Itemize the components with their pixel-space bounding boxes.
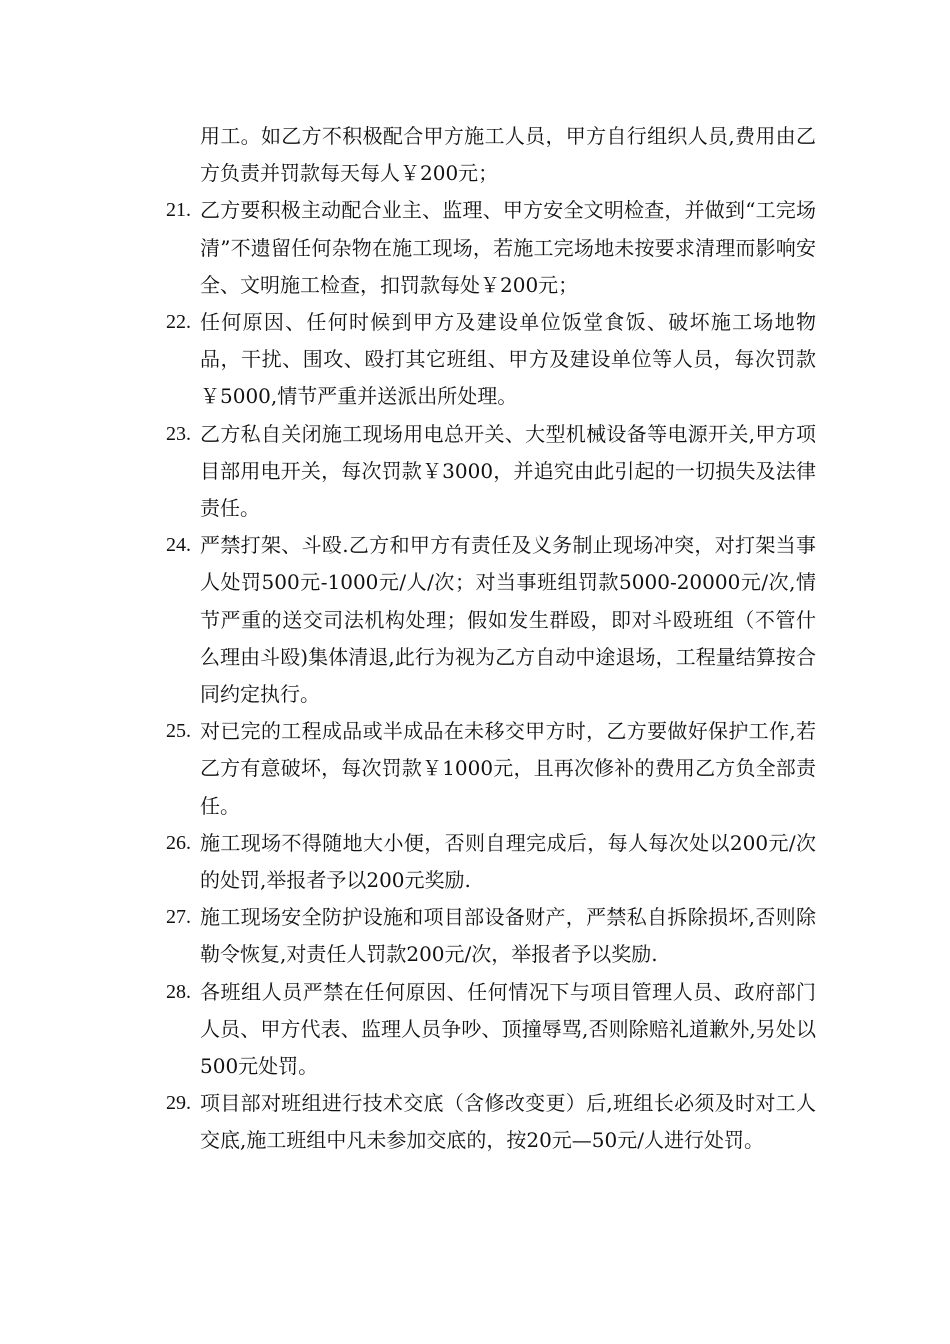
item-number: 29.: [166, 1092, 191, 1115]
item-number: 26.: [166, 831, 191, 854]
item-text: 严禁打架、斗殴.乙方和甲方有责任及义务制止现场冲突，对打架当事人处罚500元-1000元/人/次；对当事班组罚款5000-20000元/次,情节严重的送交司法机构处理；假如发生群殴，即对斗殴班组（不管什么理由斗殴)集体清退,此行为视为乙方自动中途退场，工程量结算按合同约定执行。: [200, 533, 816, 707]
item-text: 施工现场不得随地大小便，否则自理完成后，每人每次处以200元/次的处罚,举报者予以200元奖励.: [200, 830, 816, 893]
item-number: 21.: [166, 199, 191, 222]
list-item: [166, 713, 816, 825]
item-text: 乙方私自关闭施工现场用电总开关、大型机械设备等电源开关,甲方项目部用电开关，每次罚款￥3000，并追究由此引起的一切损失及法律责任。: [200, 421, 816, 521]
item-number: 22.: [166, 311, 191, 334]
item-number: 27.: [166, 906, 191, 929]
continuation-paragraph: 用工。如乙方不积极配合甲方施工人员，甲方自行组织人员,费用由乙方负责并罚款每天每人￥200元；: [200, 124, 816, 186]
list-item: [166, 899, 816, 973]
item-number: 28.: [166, 980, 191, 1003]
item-text: 各班组人员严禁在任何原因、任何情况下与项目管理人员、政府部门人员、甲方代表、监理人员争吵、顶撞辱骂,否则除赔礼道歉外,另处以500元处罚。: [200, 979, 816, 1079]
list-item: [166, 304, 816, 416]
document-body: [166, 118, 816, 1160]
list-item: [166, 974, 816, 1086]
item-text: 对已完的工程成品或半成品在未移交甲方时，乙方要做好保护工作,若乙方有意破坏，每次罚款￥1000元，且再次修补的费用乙方负全部责任。: [200, 719, 816, 818]
item-text: 乙方要积极主动配合业主、监理、甲方安全文明检查，并做到“工完场清”不遗留任何杂物在施工现场，若施工完场地未按要求清理而影响安全、文明施工检查，扣罚款每处￥200元；: [200, 198, 816, 297]
list-item: [166, 192, 816, 304]
list-item: [166, 825, 816, 899]
item-number: 23.: [166, 422, 191, 445]
item-number: 25.: [166, 720, 191, 743]
list-item: [166, 416, 816, 528]
item-text: 施工现场安全防护设施和项目部设备财产，严禁私自拆除损坏,否则除勒令恢复,对责任人罚款200元/次，举报者予以奖励.: [200, 905, 816, 967]
list-item: [166, 1085, 816, 1159]
item-text: 任何原因、任何时候到甲方及建设单位饭堂食饭、破坏施工场地物品，干扰、围攻、殴打其它班组、甲方及建设单位等人员，每次罚款￥5000,情节严重并送派出所处理。: [200, 310, 816, 409]
list-item: [166, 527, 816, 713]
item-number: 24.: [166, 534, 191, 557]
item-text: 项目部对班组进行技术交底（含修改变更）后,班组长必须及时对工人交底,施工班组中凡未参加交底的，按20元—50元/人进行处罚。: [200, 1091, 816, 1153]
